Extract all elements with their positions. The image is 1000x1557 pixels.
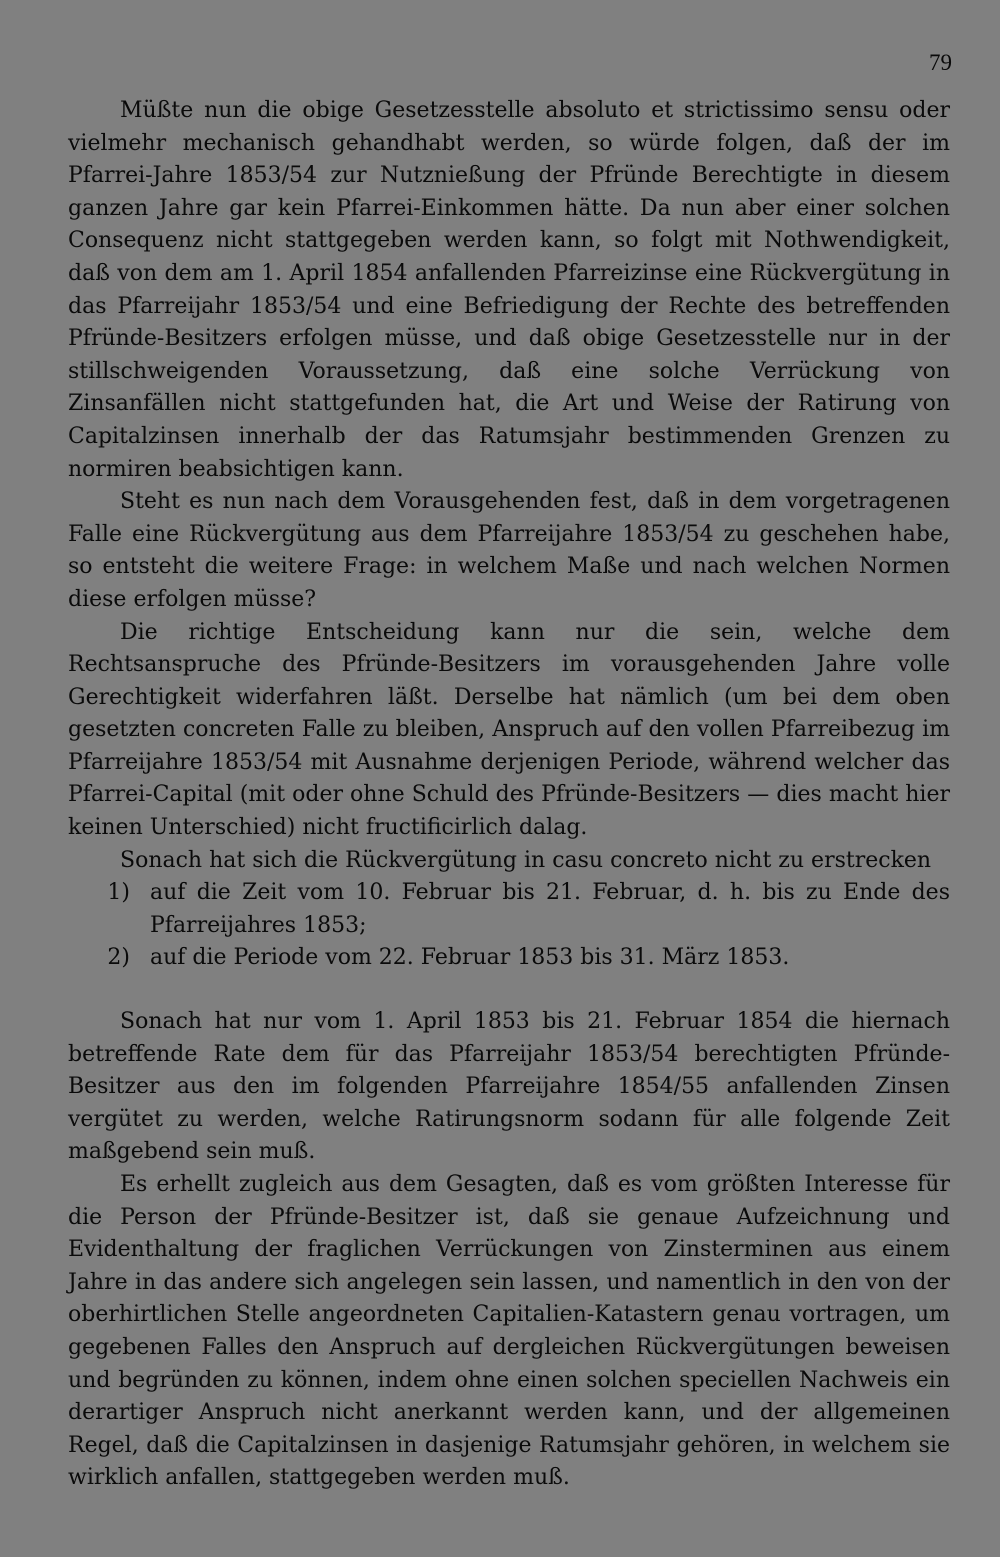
list-item-text: auf die Zeit vom 10. Februar bis 21. Februar, d. h. bis zu Ende des Pfarreijahres 1853; bbox=[150, 880, 950, 938]
list-item-number: 2) bbox=[107, 945, 130, 971]
paragraph-4: Sonach hat sich die Rückvergütung in casu concreto nicht zu erstrecken bbox=[120, 847, 932, 873]
paragraph-6: Es erhellt zugleich aus dem Gesagten, daß es vom größten Interesse für die Person der Pfründe-Besitzer ist, daß sie genaue Aufzeichnung und Evidenthaltung der fraglichen Verrückungen von Zinsterminen aus einem Jahre in das andere sich angelegen sein lassen, und namentlich in den von der oberhirtlichen Stelle angeordneten Capitalien-Katastern genau vortragen, um gegebenen Falles den Anspruch auf dergleichen Rückvergütungen beweisen und begründen zu können, indem ohne einen solchen speciellen Nachweis ein derartiger Anspruch nicht anerkannt werden kann, und der allgemeinen Regel, daß die Capitalzinsen in dasjenige Ratumsjahr gehören, in welchem sie wirklich anfallen, stattgegeben werden muß. bbox=[68, 1172, 950, 1491]
paragraph-3: Die richtige Entscheidung kann nur die sein, welche dem Rechtsanspruche des Pfründe-Besitzers im vorausgehenden Jahre volle Gerechtigkeit widerfahren läßt. Derselbe hat nämlich (um bei dem oben gesetzten concreten Falle zu bleiben, Anspruch auf den vollen Pfarreibezug im Pfarreijahre 1853/54 mit Ausnahme derjenigen Periode, während welcher das Pfarrei-Capital (mit oder ohne Schuld des Pfründe-Besitzers — dies macht hier keinen Unterschied) nicht fructificirlich dalag. bbox=[68, 619, 950, 841]
list-item-number: 1) bbox=[107, 880, 130, 906]
paragraph-2: Steht es nun nach dem Vorausgehenden fest, daß in dem vorgetragenen Falle eine Rückvergütung aus dem Pfarreijahre 1853/54 zu geschehen habe, so entsteht die weitere Frage: in welchem Maße und nach welchen Normen diese erfolgen müsse? bbox=[68, 489, 950, 612]
page-number: 79 bbox=[929, 50, 952, 75]
list-item bbox=[68, 877, 950, 942]
list-item bbox=[68, 942, 950, 975]
list-item-text: auf die Periode vom 22. Februar 1853 bis 31. März 1853. bbox=[150, 945, 790, 971]
numbered-list bbox=[68, 877, 950, 975]
paragraph-1: Müßte nun die obige Gesetzesstelle absoluto et strictissimo sensu oder vielmehr mechanisch gehandhabt werden, so würde folgen, daß der im Pfarrei-Jahre 1853/54 zur Nutznießung der Pfründe Berechtigte in diesem ganzen Jahre gar kein Pfarrei-Einkommen hätte. Da nun aber einer solchen Consequenz nicht stattgegeben werden kann, so folgt mit Nothwendigkeit, daß von dem am 1. April 1854 anfallenden Pfarreizinse eine Rückvergütung in das Pfarreijahr 1853/54 und eine Befriedigung der Rechte des betreffenden Pfründe-Besitzers erfolgen müsse, und daß obige Gesetzesstelle nur in der stillschweigenden Voraussetzung, daß eine solche Verrückung von Zinsanfällen nicht stattgefunden hat, die Art und Weise der Ratirung von Capitalzinsen innerhalb der das Ratumsjahr bestimmenden Grenzen zu normiren beabsichtigen kann. bbox=[68, 98, 950, 482]
body-text bbox=[68, 95, 950, 1495]
paragraph-5: Sonach hat nur vom 1. April 1853 bis 21. Februar 1854 die hiernach betreffende Rate dem für das Pfarreijahr 1853/54 berechtigten Pfründe-Besitzer aus den im folgenden Pfarreijahre 1854/55 anfallenden Zinsen vergütet zu werden, welche Ratirungsnorm sodann für alle folgende Zeit maßgebend sein muß. bbox=[68, 1009, 950, 1165]
